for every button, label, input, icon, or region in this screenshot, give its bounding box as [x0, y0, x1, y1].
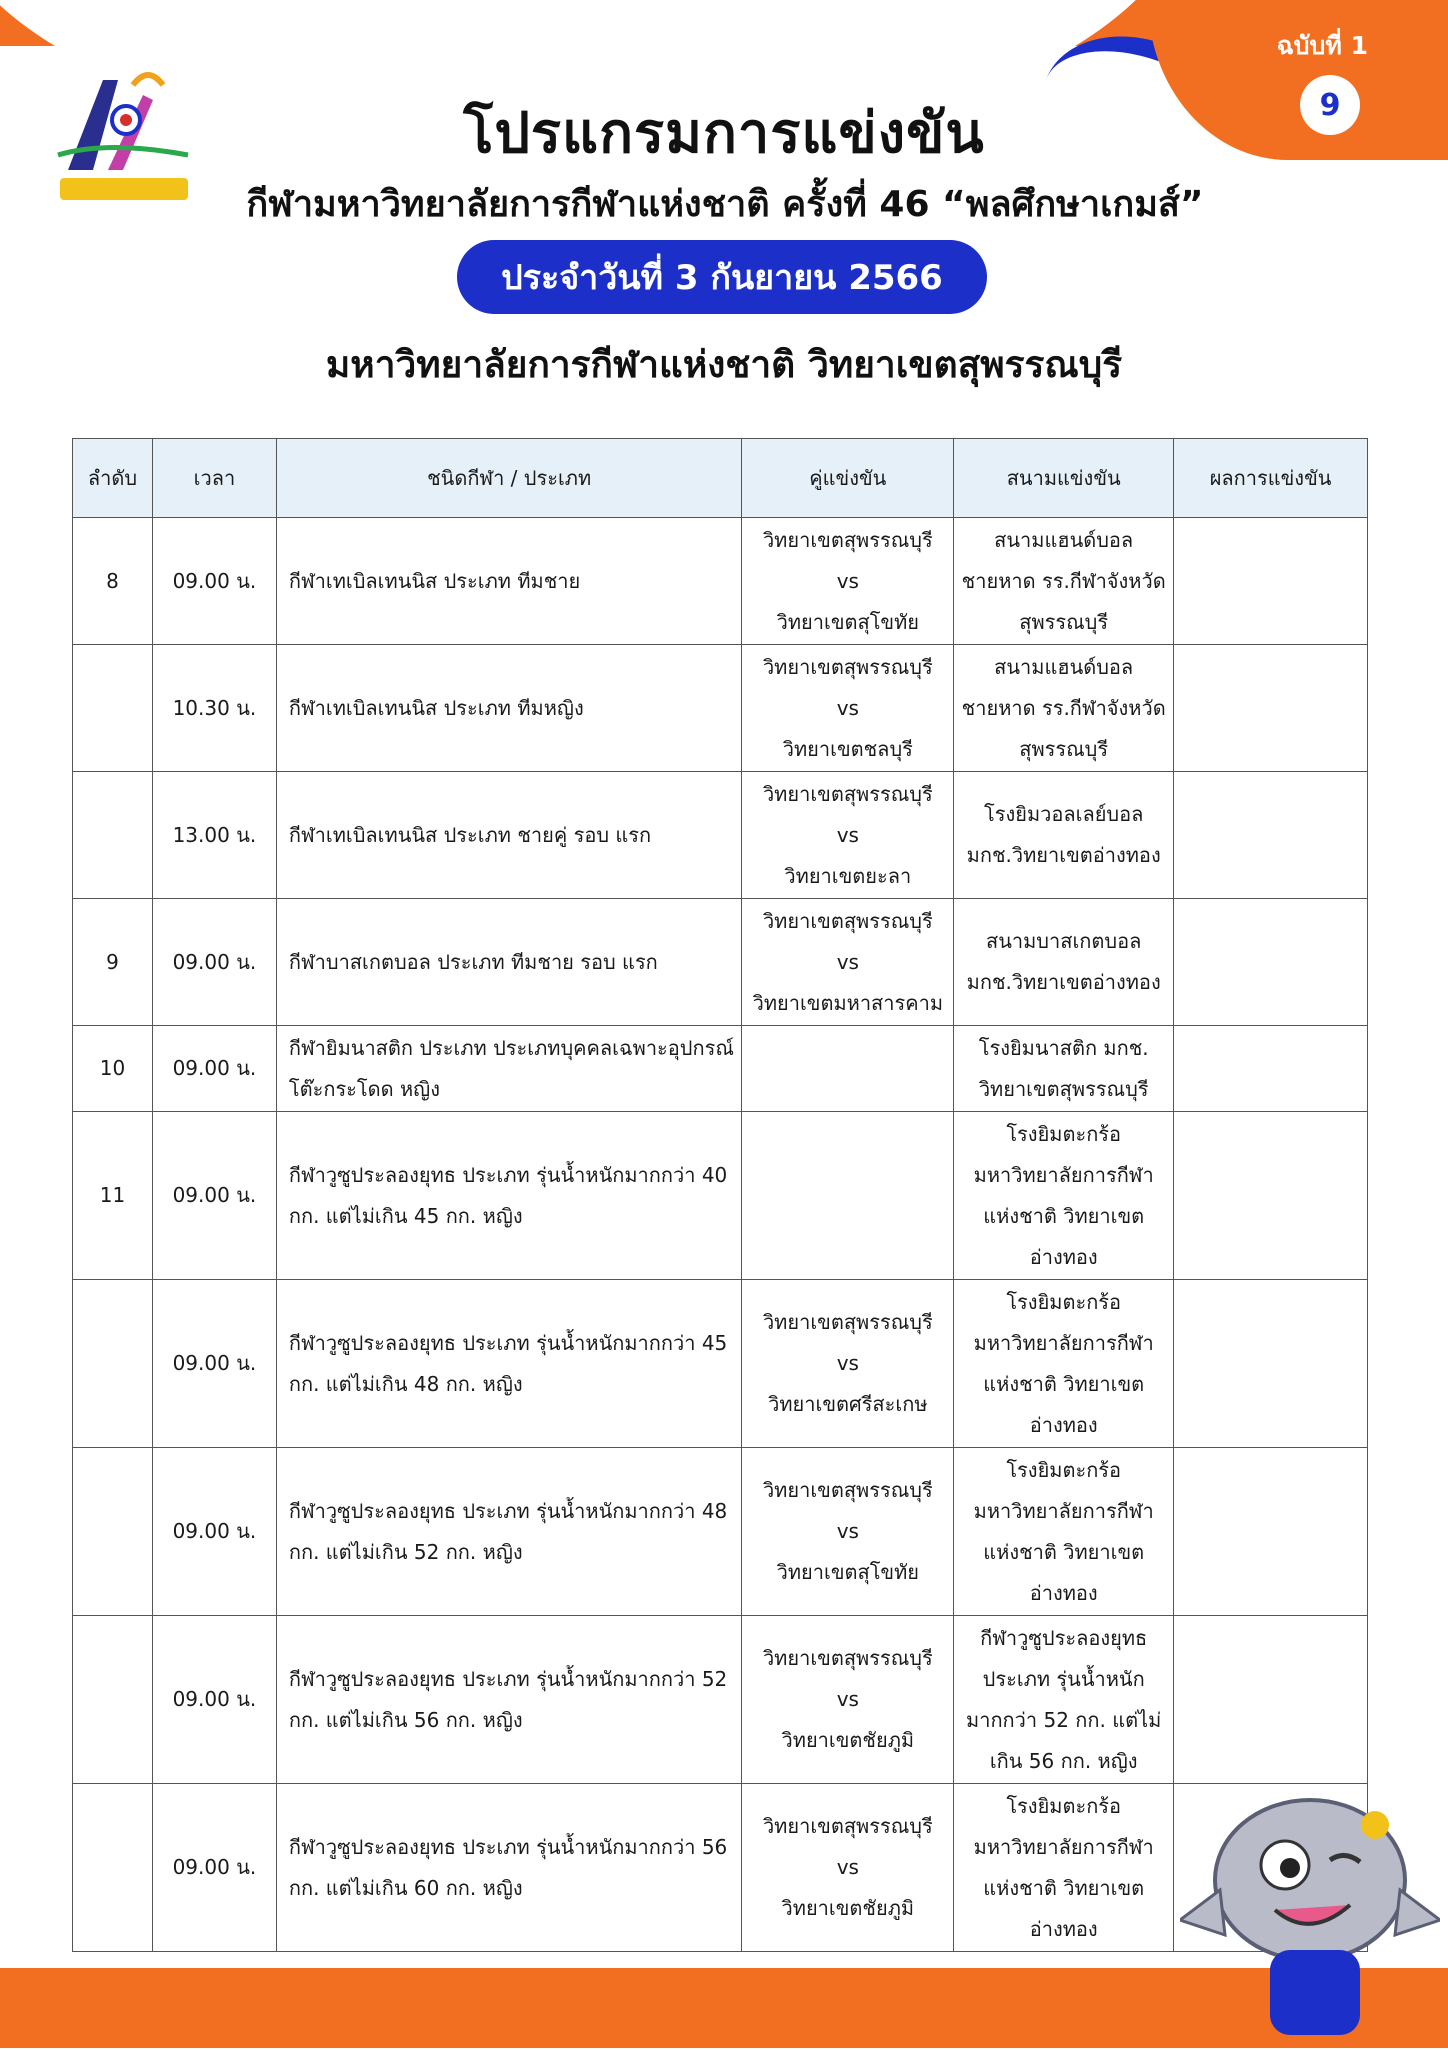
cell-line: วิทยาเขตสุพรรณบุรี [762, 1814, 933, 1838]
cell-line: โรงยิมตะกร้อ [1006, 1289, 1122, 1314]
time-cell [152, 1616, 276, 1784]
time-cell [152, 899, 276, 1026]
cell-line: วิทยาเขตสุพรรณบุรี [762, 1646, 933, 1670]
cell-line: วิทยาเขตสุพรรณบุรี [978, 1076, 1149, 1101]
match-cell [742, 1112, 954, 1280]
cell-line: vs [836, 1687, 859, 1711]
page-subtitle: กีฬามหาวิทยาลัยการกีฬาแห่งชาติ ครั้งที่ 46 “พลศึกษาเกมส์” [246, 184, 1204, 225]
cell-line: มหาวิทยาลัยการกีฬา [973, 1330, 1154, 1355]
result-cell [1174, 518, 1368, 645]
order-cell [73, 518, 153, 645]
order-cell [73, 1616, 153, 1784]
cell-line: โรงยิมวอลเลย์บอล [983, 802, 1144, 826]
result-cell [1174, 1448, 1368, 1616]
time-cell [152, 1448, 276, 1616]
cell-line: สุพรรณบุรี [1019, 609, 1109, 634]
cell-text: 09.00 น. [172, 1855, 257, 1879]
cell-line: แห่งชาติ วิทยาเขต [983, 1371, 1145, 1396]
cell-line: วิทยาเขตชัยภูมิ [781, 1896, 915, 1920]
order-cell [73, 1784, 153, 1952]
cell-line: โรงยิมนาสติก มกช. [978, 1035, 1149, 1060]
cell-line: กีฬาเทเบิลเทนนิส ประเภท ทีมชาย [288, 568, 581, 593]
sport-cell [276, 899, 742, 1026]
match-cell [742, 899, 954, 1026]
column-header: สนามแข่งขัน [954, 439, 1174, 518]
result-cell [1174, 1112, 1368, 1280]
cell-line: ชายหาด รร.กีฬาจังหวัด [961, 695, 1166, 720]
cell-text: 09.00 น. [172, 1056, 257, 1080]
time-cell [152, 772, 276, 899]
table-row [73, 899, 1368, 1026]
venue-cell [954, 1448, 1174, 1616]
cell-line: มหาวิทยาลัยการกีฬา [973, 1834, 1154, 1859]
cell-line: วิทยาเขตสุโขทัย [776, 1560, 920, 1584]
result-cell [1174, 1616, 1368, 1784]
cell-text: 09.00 น. [172, 1687, 257, 1711]
order-cell [73, 1448, 153, 1616]
cell-line: กีฬายิมนาสติก ประเภท ประเภทบุคคลเฉพาะอุปกรณ์ [288, 1035, 734, 1060]
cell-text: 09.00 น. [172, 1519, 257, 1543]
cell-line: โรงยิมตะกร้อ [1006, 1121, 1122, 1146]
cell-line: วิทยาเขตสุพรรณบุรี [762, 527, 933, 552]
order-cell [73, 1026, 153, 1112]
venue-cell [954, 1280, 1174, 1448]
schedule-table [72, 438, 1368, 1952]
cell-line: กีฬาวูซูประลองยุทธ ประเภท รุ่นน้ำหนักมากกว่า 40 [288, 1162, 728, 1187]
venue-cell [954, 1616, 1174, 1784]
cell-line: vs [836, 1855, 859, 1879]
cell-text: 09.00 น. [172, 949, 257, 974]
table-row [73, 772, 1368, 899]
cell-text: 09.00 น. [172, 1183, 257, 1207]
order-cell [73, 899, 153, 1026]
column-header: ลำดับ [73, 439, 153, 518]
venue-title: มหาวิทยาลัยการกีฬาแห่งชาติ วิทยาเขตสุพรรณบุรี [325, 343, 1123, 386]
cell-line: วิทยาเขตศรีสะเกษ [768, 1392, 928, 1416]
order-cell [73, 772, 153, 899]
time-cell [152, 1280, 276, 1448]
column-header: เวลา [152, 439, 276, 518]
cell-line: มหาวิทยาลัยการกีฬา [973, 1162, 1154, 1187]
result-cell [1174, 772, 1368, 899]
venue-cell [954, 518, 1174, 645]
cell-line: vs [836, 568, 859, 593]
venue-cell [954, 772, 1174, 899]
cell-line: อ่างทอง [1029, 1244, 1098, 1269]
cell-line: กก. แต่ไม่เกิน 45 กก. หญิง [288, 1203, 523, 1228]
cell-text: 09.00 น. [172, 1351, 257, 1375]
cell-line: มากกว่า 52 กก. แต่ไม่ [966, 1707, 1162, 1732]
match-cell [742, 1026, 954, 1112]
cell-line: วิทยาเขตชัยภูมิ [781, 1728, 915, 1752]
venue-cell [954, 1026, 1174, 1112]
time-cell [152, 1112, 276, 1280]
cell-line: กก. แต่ไม่เกิน 60 กก. หญิง [288, 1875, 523, 1900]
result-cell [1174, 1026, 1368, 1112]
issue-label: ฉบับที่ 1 [1276, 31, 1368, 60]
cell-line: มกช.วิทยาเขตอ่างทอง [966, 970, 1161, 994]
table-header-row [73, 439, 1368, 518]
sport-cell [276, 518, 742, 645]
cell-line: เกิน 56 กก. หญิง [989, 1748, 1138, 1773]
sport-cell [276, 645, 742, 772]
cell-line: มกช.วิทยาเขตอ่างทอง [966, 843, 1161, 867]
cell-line: โรงยิมตะกร้อ [1006, 1793, 1122, 1818]
cell-line: กีฬาบาสเกตบอล ประเภท ทีมชาย รอบ แรก [288, 949, 658, 974]
column-header: คู่แข่งขัน [742, 439, 954, 518]
cell-line: วิทยาเขตสุพรรณบุรี [762, 1478, 933, 1502]
cell-line: กีฬาวูซูประลองยุทธ ประเภท รุ่นน้ำหนักมากกว่า 52 [288, 1666, 728, 1691]
table-row [73, 1616, 1368, 1784]
cell-line: กีฬาวูซูประลองยุทธ [980, 1625, 1148, 1650]
cell-line: สนามบาสเกตบอล [986, 929, 1142, 953]
cell-line: มหาวิทยาลัยการกีฬา [973, 1498, 1154, 1523]
cell-line: วิทยาเขตยะลา [784, 863, 912, 888]
cell-line: vs [836, 695, 859, 720]
issue-number-badge: 9 [1300, 75, 1360, 135]
time-cell [152, 1026, 276, 1112]
cell-text: 13.00 น. [172, 822, 257, 847]
cell-line: โรงยิมตะกร้อ [1006, 1457, 1122, 1482]
table-row [73, 1784, 1368, 1952]
cell-line: อ่างทอง [1029, 1412, 1098, 1437]
match-cell [742, 1616, 954, 1784]
result-cell [1174, 1280, 1368, 1448]
cell-line: vs [836, 1519, 859, 1543]
result-cell [1174, 645, 1368, 772]
venue-cell [954, 899, 1174, 1026]
sport-cell [276, 1448, 742, 1616]
cell-line: vs [836, 822, 859, 847]
column-header: ชนิดกีฬา / ประเภท [276, 439, 742, 518]
cell-text: 8 [106, 568, 119, 593]
date-banner: ประจำวันที่ 3 กันยายน 2566 [457, 240, 987, 314]
fish-mascot-icon [1180, 1770, 1440, 2050]
cell-line: โต๊ะกระโดด หญิง [288, 1076, 440, 1101]
cell-line: วิทยาเขตชลบุรี [782, 736, 913, 761]
cell-line: กก. แต่ไม่เกิน 48 กก. หญิง [288, 1371, 523, 1396]
table-row [73, 645, 1368, 772]
cell-line: ประเภท รุ่นน้ำหนัก [982, 1666, 1145, 1691]
cell-line: วิทยาเขตสุพรรณบุรี [762, 1310, 933, 1334]
cell-line: vs [836, 1351, 859, 1375]
sport-cell [276, 772, 742, 899]
cell-line: กก. แต่ไม่เกิน 56 กก. หญิง [288, 1707, 523, 1732]
cell-line: แห่งชาติ วิทยาเขต [983, 1203, 1145, 1228]
match-cell [742, 1784, 954, 1952]
cell-line: วิทยาเขตมหาสารคาม [752, 990, 944, 1015]
table-row [73, 1026, 1368, 1112]
column-header: ผลการแข่งขัน [1174, 439, 1368, 518]
sport-cell [276, 1026, 742, 1112]
order-cell [73, 645, 153, 772]
cell-line: วิทยาเขตสุพรรณบุรี [762, 654, 933, 679]
cell-line: กีฬาวูซูประลองยุทธ ประเภท รุ่นน้ำหนักมากกว่า 56 [288, 1834, 728, 1859]
cell-line: อ่างทอง [1029, 1916, 1098, 1941]
result-cell [1174, 899, 1368, 1026]
sport-cell [276, 1280, 742, 1448]
order-cell [73, 1112, 153, 1280]
order-cell [73, 1280, 153, 1448]
cell-text: 11 [99, 1183, 126, 1207]
cell-line: วิทยาเขตสุโขทัย [776, 609, 920, 634]
cell-text: 9 [106, 949, 119, 974]
match-cell [742, 518, 954, 645]
venue-cell [954, 1784, 1174, 1952]
cell-line: กีฬาเทเบิลเทนนิส ประเภท ทีมหญิง [288, 695, 584, 720]
cell-line: แห่งชาติ วิทยาเขต [983, 1875, 1145, 1900]
page-title: โปรแกรมการแข่งขัน [463, 101, 985, 166]
cell-line: กีฬาวูซูประลองยุทธ ประเภท รุ่นน้ำหนักมากกว่า 48 [288, 1498, 728, 1523]
cell-line: สนามแฮนด์บอล [994, 527, 1134, 552]
cell-line: กีฬาเทเบิลเทนนิส ประเภท ชายคู่ รอบ แรก [288, 822, 652, 847]
cell-text: 10.30 น. [172, 695, 257, 720]
sport-cell [276, 1616, 742, 1784]
table-row [73, 1112, 1368, 1280]
sport-cell [276, 1112, 742, 1280]
cell-text: 09.00 น. [172, 568, 257, 593]
cell-line: สนามแฮนด์บอล [994, 654, 1134, 679]
time-cell [152, 645, 276, 772]
venue-cell [954, 1112, 1174, 1280]
cell-text: 10 [99, 1056, 126, 1080]
table-row [73, 1448, 1368, 1616]
table-row [73, 1280, 1368, 1448]
cell-line: vs [836, 949, 859, 974]
match-cell [742, 645, 954, 772]
cell-line: วิทยาเขตสุพรรณบุรี [762, 781, 933, 806]
sport-cell [276, 1784, 742, 1952]
cell-line: กีฬาวูซูประลองยุทธ ประเภท รุ่นน้ำหนักมากกว่า 45 [288, 1330, 728, 1355]
cell-line: อ่างทอง [1029, 1580, 1098, 1605]
cell-line: วิทยาเขตสุพรรณบุรี [762, 908, 933, 933]
cell-line: กก. แต่ไม่เกิน 52 กก. หญิง [288, 1539, 523, 1564]
time-cell [152, 1784, 276, 1952]
match-cell [742, 1280, 954, 1448]
table-row [73, 518, 1368, 645]
time-cell [152, 518, 276, 645]
venue-cell [954, 645, 1174, 772]
cell-line: ชายหาด รร.กีฬาจังหวัด [961, 568, 1166, 593]
cell-line: สุพรรณบุรี [1019, 736, 1109, 761]
cell-line: แห่งชาติ วิทยาเขต [983, 1539, 1145, 1564]
match-cell [742, 772, 954, 899]
match-cell [742, 1448, 954, 1616]
